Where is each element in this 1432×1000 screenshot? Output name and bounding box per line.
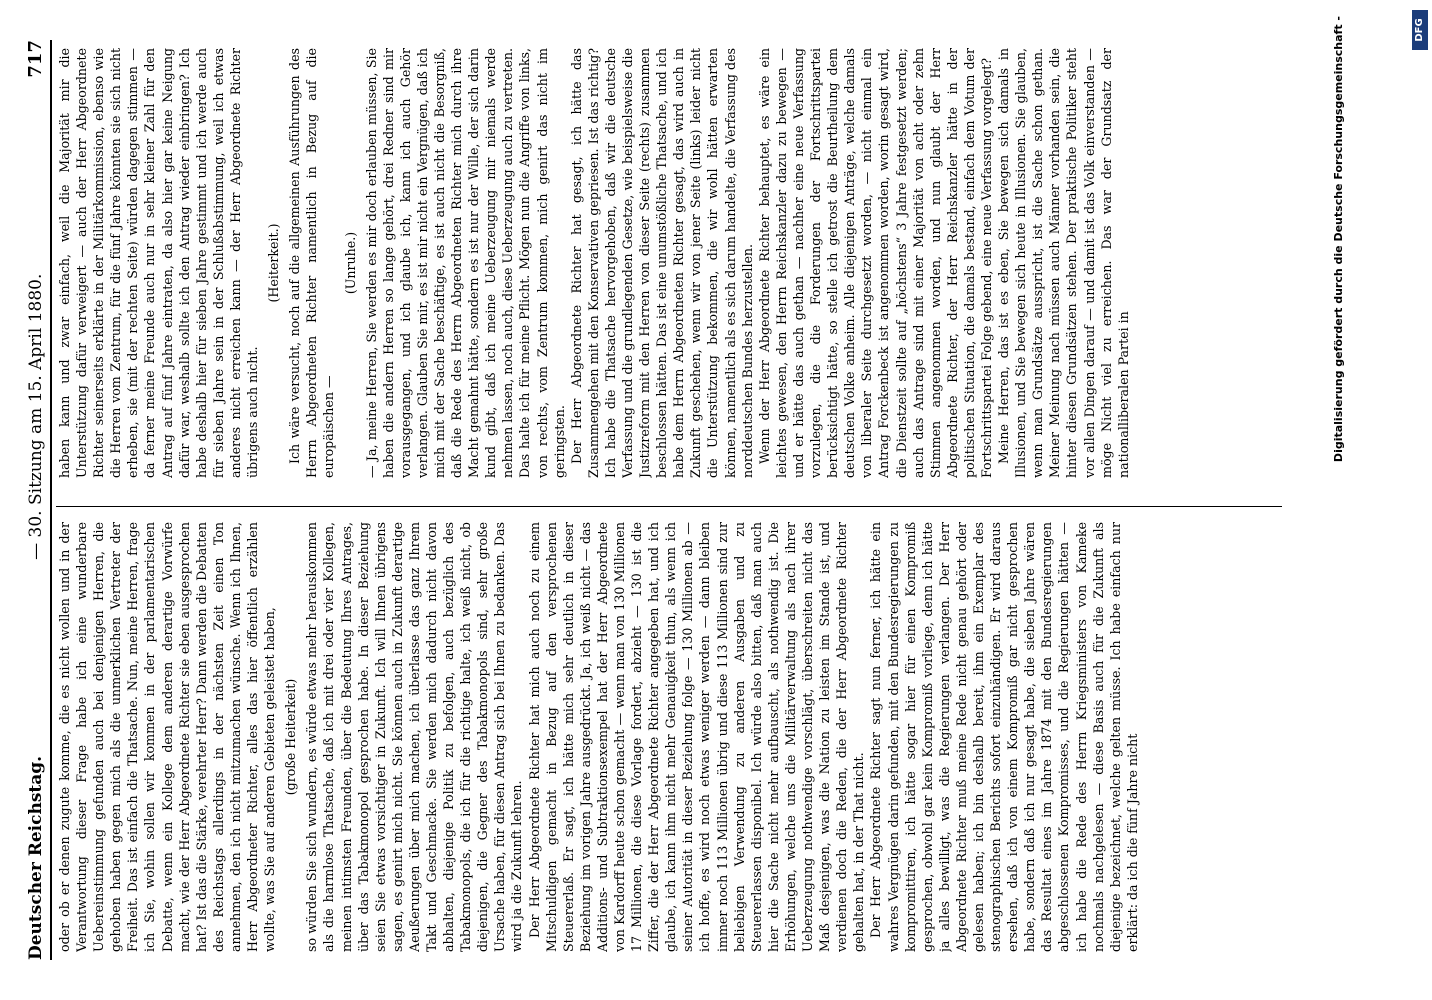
page-number: 717 xyxy=(25,40,46,78)
funding-note: Digitalisierung gefördert durch die Deutsche Forschungsgemeinschaft - xyxy=(1332,16,1345,463)
right-column xyxy=(56,48,1282,478)
dfg-logo: DFG xyxy=(1412,10,1428,50)
stage-direction: (Unruhe.) xyxy=(342,231,358,295)
paragraph: Der Herr Abgeordnete Richter sagt nun ferner, ich hätte ein wahres Vergnügen darin gefunden, mit den Bundesregierungen zu kompromittiren, ich hätte sogar hier für einen Kompromiß gesprochen, obwohl gar kein Kompromiß vorliege, denn ich hätte ja alles bewilligt, was die Regierungen verlangen. Der Herr Abgeordnete Richter muß meine Rede nicht genau gehört oder gelesen haben; ich bin deshalb bereit, ihm ein Exemplar des stenographischen Berichts sofort einzuhändigen. Er wird daraus ersehen, daß ich von einem Kompromiß gar nicht gesprochen habe, sondern daß ich nur gesagt habe, die sieben Jahre wären das Resultat eines im Jahre 1874 mit den Bundesregierungen abgeschlossenen Kompromisses, und die Regierungen hätten — ich habe die Rede des Herrn Kriegsministers von Kameke nochmals nachgelesen — diese Basis auch für die Zukunft als diejenige bezeichnet, welche gelten müsse. Ich habe einfach nur erklärt: da ich die fünf Jahre nicht xyxy=(868,522,1140,952)
paragraph: so würden Sie sich wundern, es würde etwas mehr herauskommen als die harmlose Thatsache, daß ich mit drei oder vier Kollegen, meinen intimsten Freunden, über die Bedeutung Ihres Antrages, über das Tabakmonopol gesprochen habe. In dieser Beziehung seien Sie etwas vorsichtiger in Zukunft. Ich will Ihnen übrigens sagen, es genirt mich nicht. Sie können auch in Zukunft derartige Aeußerungen über mich machen, ich überlasse das ganz Ihrem Takt und Geschmacke. Sie werden mich dadurch nicht davon abhalten, diejenige Politik zu befolgen, auch bezüglich des Tabakmonopols, die ich für die richtige halte, ich weiß nicht, ob diejenigen, die Gegner des Tabakmonopols sind, sehr große Ursache haben, für diesen Antrag sich bei Ihnen zu bedanken. Das wird ja die Zukunft lehren. xyxy=(304,522,525,952)
paragraph: Wenn der Herr Abgeordnete Richter behauptet, es wäre ein leichtes gewesen, den Herrn Reichskanzler dazu zu bewegen — und er hätte das auch gethan — nachher eine neue Verfassung vorzulegen, die die Forderungen der Fortschrittspartei berücksichtigt hätte, so stelle ich getrost die Beurtheilung dem deutschen Volke anheim. Alle diejenigen Anträge, welche damals von liberaler Seite durchgesetzt worden, — nicht einmal ein Antrag Forckenbeck ist angenommen worden, worin gesagt wird, die Dienstzeit sollte auf „höchstens“ 3 Jahre festgesetzt werden; auch das Antrage sind mit einer Majorität von acht oder zehn Stimmen angenommen worden, und nun glaubt der Herr Abgeordnete Richter, der Herr Reichskanzler hätte in der politischen Situation, die damals bestand, einfach dem Votum der Fortschrittspartei Folge gebend, eine neue Verfassung vorgelegt? xyxy=(756,48,994,478)
paragraph: Meine Herren, das ist es eben, Sie bewegen sich damals in Illusionen, und Sie bewegen sich heute in Illusionen. Sie glauben, wenn man Grundsätze ausspricht, ist die Sache schon gethan. Meiner Meinung nach müssen auch Männer vorhanden sein, die hinter diesen Grundsätzen stehen. Der praktische Politiker steht vor allen Dingen darauf — und damit ist das Volk einverstanden — möge Nicht viel zu erreichen. Das war der Grundsatz der nationalliberalen Partei in xyxy=(996,48,1131,478)
column-divider xyxy=(56,506,1282,507)
paragraph: Der Herr Abgeordnete Richter hat gesagt, ich hätte das Zusammengehen mit den Konservativen gepriesen. Ist das richtig? Ich habe die Thatsache hervorgehoben, daß wir die deutsche Verfassung und die grundlegenden Gesetze, wie beispielsweise die Justizreform mit den Herren von dieser Seite (rechts) zusammen beschlossen hätten. Das ist eine unumstößliche Thatsache, und ich habe dem Herrn Abgeordneten Richter gesagt, das wird auch in Zukunft geschehen, wenn wir von jener Seite (links) leider nicht die Unterstützung bekommen, die wir wohl hätten erwarten können, namentlich als es sich darum handelte, die Verfassung des norddeutschen Bundes herzustellen. xyxy=(568,48,755,478)
stage-direction: (Heiterkeit.) xyxy=(266,223,282,303)
paragraph: haben kann und zwar einfach, weil die Majorität mir die Unterstützung dafür verweigert — auch der Herr Abgeordnete Richter seinerseits erklärte in der Militärkommission, ebenso wie die Herren vom Zentrum, für die fünf Jahre könnten sie sich nicht erheben, sie (mit der rechten Seite) würden dagegen stimmen — da ferner meine Freunde auch nur in sehr kleiner Zahl für den Antrag auf fünf Jahre eintraten, da also hier gar keine Neigung dafür war, weshalb sollte ich den Antrag wieder einbringen? Ich habe deshalb hier für sieben Jahre gestimmt und ich werde auch für sieben Jahre sein in der Schlußabstimmung, weil ich etwas anderes nicht erreichen kann — der Herr Abgeordnete Richter übrigens auch nicht. xyxy=(57,48,261,478)
page-header xyxy=(12,40,46,960)
paragraph: — Ja, meine Herren, Sie werden es mir doch erlauben müssen, Sie haben die andern Herren so lange gehört, drei Redner sind mir vorausgegangen, und ich glaube ich, kann ich auch Gehör verlangen. Glauben Sie mir, es ist mir nicht ein Vergnügen, daß ich mich mit der Sache beschäftige, es ist auch nicht die Besorgniß, daß die Rede des Herrn Abgeordneten Richter mich durch ihre Macht gemahnt hätte, sondern es ist nur der Wille, der sich darin kund gibt, daß ich meine Ueberzeugung mir niemals werde nehmen lassen, noch auch, diese Ueberzeugung auch zu vertreten. Das halte ich für meine Pflicht. Mögen nun die Angriffe von links, von rechts, vom Zentrum kommen, mich genirt das nicht im geringsten. xyxy=(363,48,567,478)
header-rule xyxy=(50,40,52,960)
paragraph: oder ob er denen zugute komme, die es nicht wollen und in der Verantwortung dieser Frage habe ich eine wunderbare Uebereinstimmung gefunden auch bei denjenigen Herren, die gehoben haben gegen mich als die unmerklichen Vertreter der Freiheit. Das ist einfach die Thatsache. Nun, meine Herren, frage ich Sie, wohin sollen wir kommen in der parlamentarischen Debatte, wenn ein Kollege dem anderen derartige Vorwürfe macht, wie der Herr Abgeordnete Richter sie eben ausgesprochen hat? Ist das die Stärke, verehrter Herr? Dann werden die Debatten des Reichstags allerdings in der nächsten Zeit einen Ton annehmen, den ich nicht mitzumachen wünsche. Wenn ich Ihnen, Herr Abgeordneter Richter, alles das hier öffentlich erzählen wollte, was Sie auf anderen Gebieten geleistet haben, xyxy=(57,522,278,952)
paragraph: Der Herr Abgeordnete Richter hat mich auch noch zu einem Mitschuldigen gemacht in Bezug auf den versprochenen Steuererlaß. Er sagt, ich hätte mich sehr deutlich in dieser Beziehung im vorigen Jahre ausgedrückt. Ja, ich weiß nicht — das Additions- und Subtraktionsexempel hat der Herr Abgeordnete von Kardorff heute schon gemacht — wenn man von 130 Millionen 17 Millionen, die diese Vorlage fordert, abzieht — 130 ist die Ziffer, die der Herr Abgeordnete Richter angegeben hat, und ich glaube, ich kann ihm nicht mehr Genauigkeit thun, als wenn ich seiner Autorität in dieser Beziehung folge — 130 Millionen ab — ich hoffe, es wird noch etwas weniger werden — dann bleiben immer noch 113 Millionen übrig und diese 113 Millionen sind zur beliebigen Verwendung zu anderen Ausgaben und zu Steuererlassen disponibel. Ich würde also bitten, daß man auch hier die Sache nicht mehr aufbauscht, als nothwendig ist. Die Erhöhungen, welche uns die Militärverwaltung als nach ihrer Ueberzeugung nothwendige vorschlägt, überschreiten nicht das Maß desjenigen, was die Nation zu leisten im Stande ist, und verdienen doch die Reden, die der Herr Abgeordnete Richter gehalten hat, in der That nicht. xyxy=(526,522,867,952)
left-column xyxy=(56,522,1282,952)
stage-direction: (große Heiterkeit) xyxy=(283,678,299,796)
journal-title: Deutscher Reichstag. xyxy=(26,755,46,960)
paragraph: Ich wäre versucht, noch auf die allgemeinen Ausführungen des Herrn Abgeordneten Richter namentlich in Bezug auf die europäischen — xyxy=(287,48,337,478)
session-date: — 30. Sitzung am 15. April 1880. xyxy=(26,273,46,560)
